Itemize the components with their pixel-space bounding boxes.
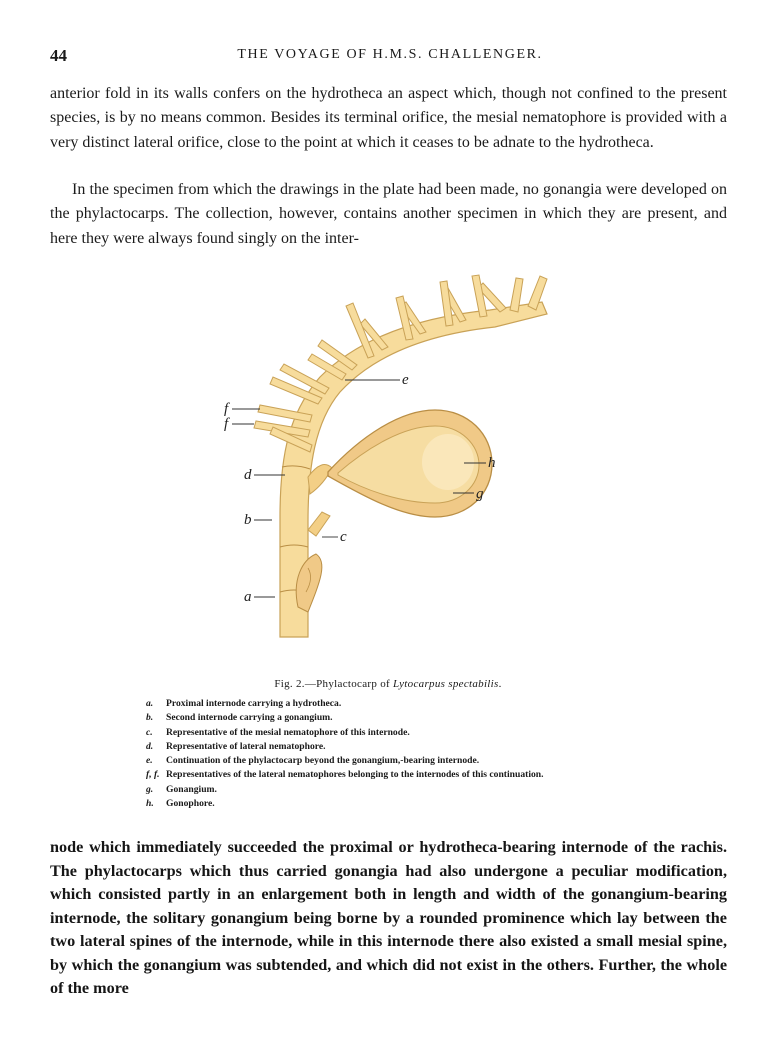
label-c: c (340, 529, 347, 545)
legend-item (146, 726, 666, 740)
legend-text: Proximal internode carrying a hydrotheca. (166, 698, 342, 709)
legend-key: b. (146, 712, 154, 724)
figure-legend (146, 697, 666, 811)
figure-caption (0, 678, 776, 690)
paragraph-2: In the specimen from which the drawings in the plate had been made, no gonangia were developed on the phylactocarps. The collection, however, contains another specimen in which they are present, and here they were always found singly on the inter- (50, 181, 727, 247)
legend-item (146, 783, 666, 797)
page-number: 44 (50, 46, 67, 65)
paragraph-3: node which immediately succeeded the proximal or hydrotheca-bearing internode of the rachis. The phylactocarps which thus carried gonangia had also undergone a peculiar modification, which consisted partly in an enlargement both in length and width of the gonangium-bearing internode, the solitary gonangium being borne by a rounded prominence which lay between the two lateral spines of the internode, while in this internode there also existed a small mesial spine, by which the gonangium was subtended, and which did not exist in the others. Further, the whole of the more (50, 838, 727, 997)
legend-key: f, f. (146, 769, 160, 781)
page-header (50, 46, 730, 68)
lateral-nematophore-d (308, 465, 332, 494)
label-f-1: f (224, 401, 229, 417)
legend-text: Gonophore. (166, 798, 215, 810)
legend-item (146, 711, 666, 725)
legend-key: e. (146, 755, 153, 767)
label-a: a (244, 589, 252, 605)
caption-suffix: . (498, 678, 502, 690)
legend-key: c. (146, 726, 153, 738)
legend-key: a. (146, 698, 154, 709)
legend-text: Representative of lateral nematophore. (166, 740, 326, 752)
figure-phylactocarp (210, 262, 580, 672)
label-b: b (244, 512, 252, 528)
legend-item (146, 754, 666, 768)
legend-text: Gonangium. (166, 783, 217, 795)
caption-prefix: Fig. 2.—Phylactocarp of (274, 678, 394, 690)
legend-text: Continuation of the phylactocarp beyond the gonangium,-bearing internode. (166, 755, 480, 767)
legend-item (146, 740, 666, 754)
mesial-nematophore-c (308, 512, 330, 536)
legend-text: Representatives of the lateral nematophores belonging to the internodes of this continuation. (166, 769, 544, 781)
gonangium-group (328, 410, 492, 517)
legend-item (146, 797, 666, 811)
running-title: THE VOYAGE OF H.M.S. CHALLENGER. (237, 47, 543, 62)
legend-key: g. (146, 783, 154, 795)
phylactocarp-illustration (210, 262, 580, 672)
label-d: d (244, 467, 252, 483)
paragraph-1: anterior fold in its walls confers on the hydrotheca an aspect which, though not confined to the present species, is by no means common. Besides its terminal orifice, the mesial nematophore is provided with a very distinct lateral orifice, close to the point at which it ceases to be adnate to the hydrotheca. (50, 85, 727, 151)
legend-key: d. (146, 740, 154, 752)
label-g: g (476, 486, 484, 502)
gonophore-highlight (422, 434, 474, 490)
label-h: h (488, 455, 496, 471)
legend-key: h. (146, 798, 154, 810)
legend-item (146, 768, 666, 782)
label-f-2: f (224, 416, 229, 432)
legend-text: Second internode carrying a gonangium. (166, 712, 333, 724)
legend-item (146, 697, 666, 711)
label-e: e (402, 372, 409, 388)
caption-species: Lytocarpus spectabilis (393, 678, 499, 690)
legend-text: Representative of the mesial nematophore of this internode. (166, 726, 410, 738)
